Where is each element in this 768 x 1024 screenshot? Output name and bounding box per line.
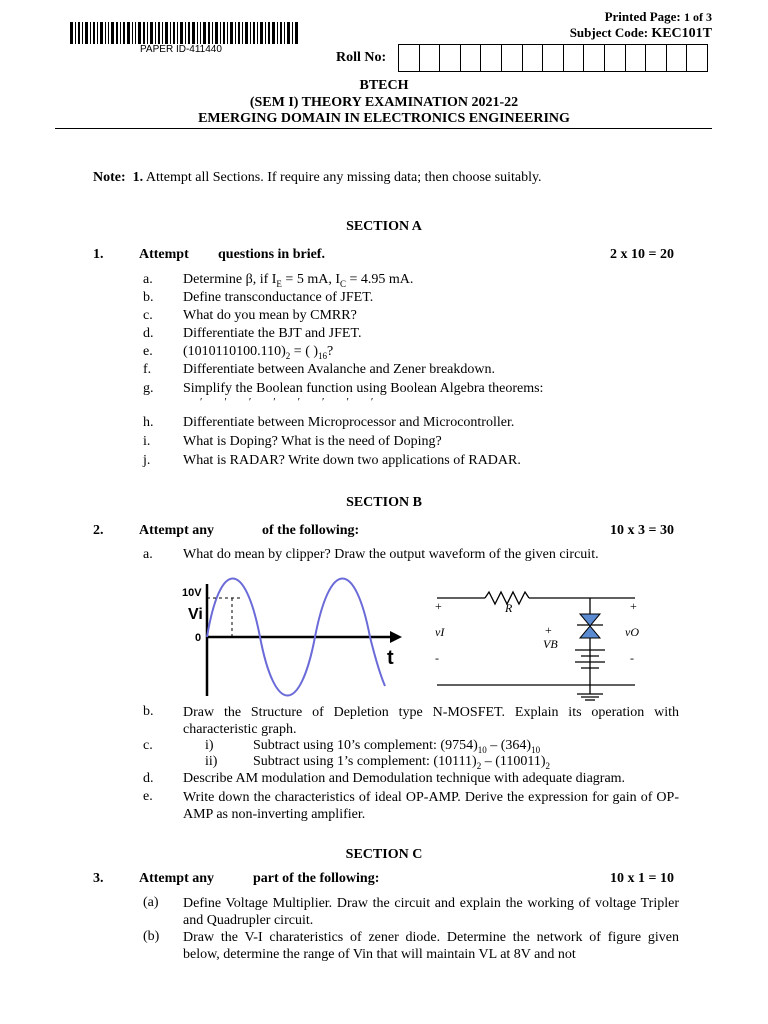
q1-item-text: Differentiate between Microprocessor and Microcontroller. (183, 415, 515, 430)
plus-sign: + (630, 599, 637, 613)
q2-item-label: b. (143, 704, 154, 719)
q2-subitem-text: Subtract using 10’s complement: $(9754)_{10} - (364)_{10}$ (253, 738, 541, 755)
q1-item-text: What do you mean by CMRR? (183, 308, 357, 323)
q1-item-text: Simplify the Boolean function using Boolean Algebra theorems: (183, 381, 544, 396)
q1-item-text: Differentiate between Avalanche and Zener breakdown. (183, 362, 495, 377)
title-rule (55, 128, 712, 129)
q3-item-label: (a) (143, 895, 159, 910)
plus-sign: + (545, 623, 552, 637)
minus-sign: - (435, 651, 439, 665)
section-b-title: SECTION B (346, 495, 422, 510)
q1-heading-a: Attempt (139, 247, 189, 262)
note-text: Attempt all Sections. If require any missing data; then choose suitably. (145, 170, 542, 185)
q1-item-label: d. (143, 326, 154, 341)
note (93, 170, 542, 186)
title-line-3: EMERGING DOMAIN IN ELECTRONICS ENGINEERING (198, 111, 570, 126)
wave-zero-label: 0 (195, 632, 202, 644)
circuit-vo-label: vO (625, 625, 639, 639)
wave-peak-label: 10V (182, 587, 202, 599)
q1-item-label: c. (143, 308, 153, 323)
wave-t-label: t (387, 647, 394, 669)
q1-item-text: What is RADAR? Write down two applications of RADAR. (183, 453, 521, 468)
q3-item-label: (b) (143, 929, 160, 944)
q2-heading-a: Attempt any (139, 523, 215, 538)
q2-subitem-label: i) (205, 738, 214, 753)
circuit-vi-label: vI (435, 625, 445, 639)
q1-item-label: b. (143, 290, 154, 305)
q2-subitem-text: Subtract using 1’s complement: $(10111)_2 - (110011)_2$ (253, 754, 551, 771)
q2-item-label: a. (143, 547, 153, 562)
minus-sign: - (630, 651, 634, 665)
q3-item-text: Draw the V-I charateristics of zener diode. Determine the network of figure given below, determine the range of Vin that will maintain VL at 8V and not (183, 930, 679, 962)
q2-item-label: d. (143, 771, 154, 786)
q1-item-text: $(1010110100.110)_2$ = ( )$_{16}$? (183, 344, 334, 361)
q1-item-text: Define transconductance of JFET. (183, 290, 374, 305)
section-c-title: SECTION C (345, 847, 423, 862)
plus-sign: + (435, 599, 442, 613)
paper-id: PAPER ID-411440 (140, 44, 222, 55)
title-line-1: BTECH (359, 78, 409, 93)
q1-item-label: i. (143, 434, 151, 449)
circuit-vb-label: VB (543, 637, 558, 651)
note-num: 1. (132, 170, 144, 185)
q2-item-text: Write down the characteristics of ideal OP-AMP. Derive the expression for gain of OP-AMP as non-inverting amplifier. (183, 790, 679, 822)
printed-page-label: Printed Page: (604, 9, 681, 24)
q2-heading-b: of the following: (262, 523, 360, 538)
q1-item-label: a. (143, 272, 153, 287)
q1-number: 1. (93, 247, 104, 262)
input-waveform-figure (180, 574, 405, 704)
wave-vi-label: Vi (188, 606, 203, 623)
q1-item-text: Differentiate the BJT and JFET. (183, 326, 362, 341)
barcode (70, 22, 300, 44)
q1-item-label: f. (143, 362, 152, 377)
boolean-expression-marks: ′′′′′′′′ (200, 396, 396, 408)
section-a-title: SECTION A (346, 219, 422, 234)
roll-no-label: Roll No: (336, 50, 387, 65)
q3-item-text: Define Voltage Multiplier. Draw the circuit and explain the working of voltage Tripler and Quadrupler circuit. (183, 896, 679, 928)
q1-item-label: g. (143, 381, 154, 396)
q2-item-label: c. (143, 738, 153, 753)
printed-page (605, 9, 712, 25)
q3-heading-a: Attempt any (139, 871, 215, 886)
q2-item-text: Describe AM modulation and Demodulation technique with adequate diagram. (183, 771, 626, 786)
q2-number: 2. (93, 523, 104, 538)
q1-item-label: j. (143, 453, 151, 468)
q1-item-label: h. (143, 415, 154, 430)
q1-heading-b: questions in brief. (218, 247, 325, 262)
q3-number: 3. (93, 871, 104, 886)
clipper-circuit-figure (425, 582, 685, 702)
q2-item-text: What do mean by clipper? Draw the output waveform of the given circuit. (183, 547, 599, 562)
circuit-r-label: R (505, 601, 513, 615)
q3-heading-b: part of the following: (253, 871, 380, 886)
title-line-2: (SEM I) THEORY EXAMINATION 2021-22 (249, 95, 519, 110)
q2-marks: 10 x 3 = 30 (610, 523, 674, 538)
q2-subitem-label: ii) (205, 754, 218, 769)
q1-item-label: e. (143, 344, 153, 359)
q2-item-text: Draw the Structure of Depletion type N-MOSFET. Explain its operation with characteristic graph. (183, 705, 679, 737)
printed-page-value: 1 of 3 (684, 10, 712, 24)
note-label: Note: (93, 170, 126, 185)
subject-code-value: KEC101T (651, 26, 712, 41)
q1-item-text: Determine β, if $I_E = 5$ mA, $I_C = 4.95$ mA. (183, 272, 414, 289)
q2-item-label: e. (143, 789, 153, 804)
q1-item-text: What is Doping? What is the need of Doping? (183, 434, 442, 449)
subject-code (570, 25, 712, 42)
q1-marks: 2 x 10 = 20 (610, 247, 674, 262)
subject-code-label: Subject Code: (569, 25, 649, 40)
roll-no-boxes[interactable] (398, 44, 708, 72)
q3-marks: 10 x 1 = 10 (610, 871, 674, 886)
